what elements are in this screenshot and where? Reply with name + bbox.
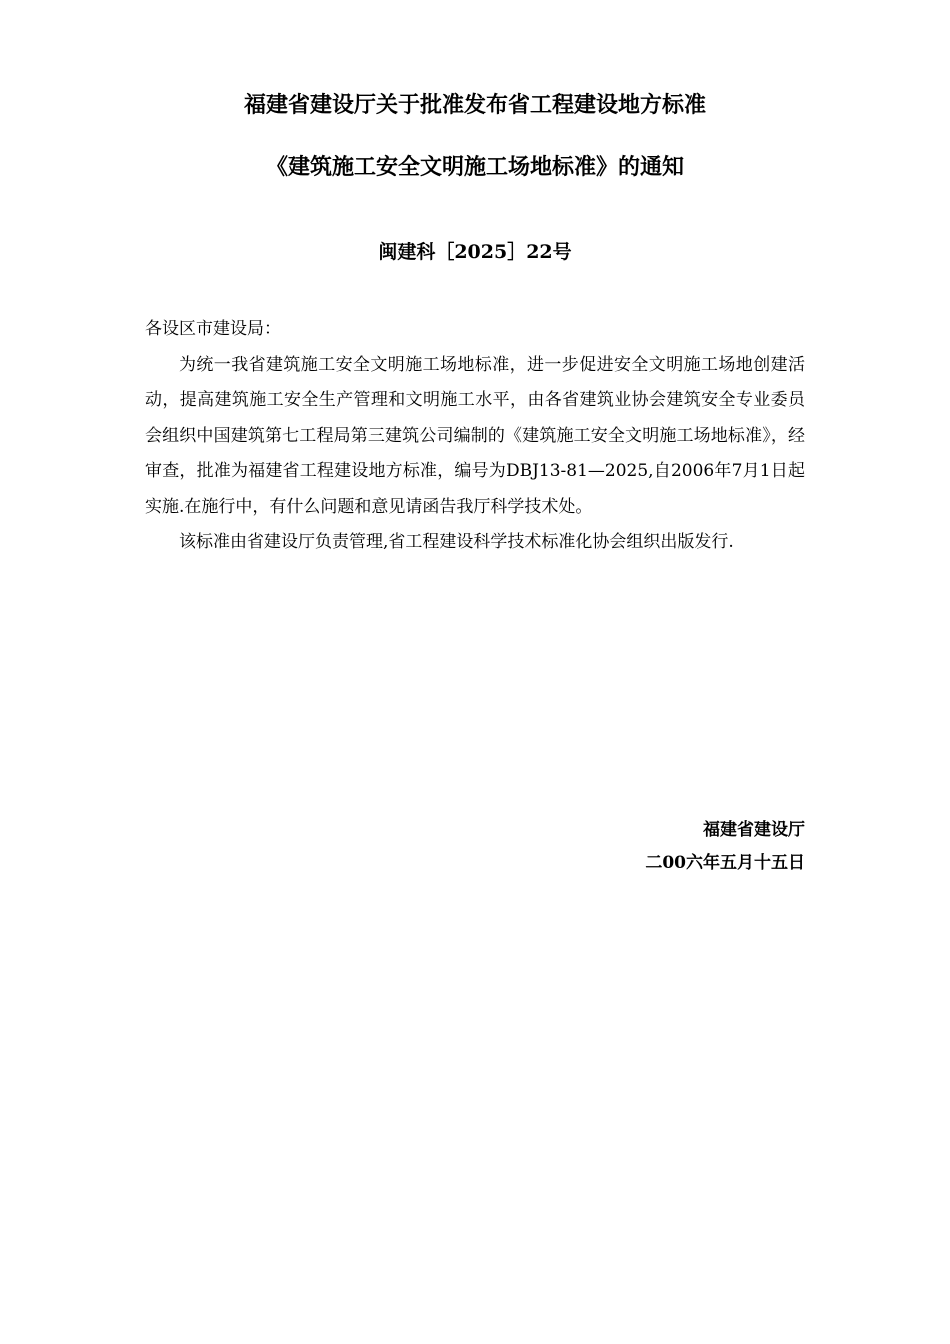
document-number: 闽建科［2025］22号	[378, 241, 572, 263]
body-paragraph-2: 该标准由省建设厅负责管理,省工程建设科学技术标准化协会组织出版发行.	[179, 532, 734, 552]
document-title-line-2: 《建筑施工安全文明施工场地标准》的通知	[265, 154, 684, 180]
document-body	[145, 312, 805, 561]
signature-organization: 福建省建设厅	[703, 820, 805, 840]
body-paragraph-1: 为统一我省建筑施工安全文明施工场地标准，进一步促进安全文明施工场地创建活动，提高建筑施工安全生产管理和文明施工水平，由各省建筑业协会建筑安全专业委员会组织中国建筑第七工程局第三建筑公司编制的《建筑施工安全文明施工场地标准》，经审查，批准为福建省工程建设地方标准，编号为DBJ13-81—2025,自2006年7月1日起实施.在施行中，有什么问题和意见请函告我厅科学技术处。	[145, 354, 805, 517]
document-title-line-1: 福建省建设厅关于批准发布省工程建设地方标准	[243, 92, 706, 118]
signature-date: 二00六年五月十五日	[645, 853, 805, 873]
salutation: 各设区市建设局：	[145, 319, 281, 339]
